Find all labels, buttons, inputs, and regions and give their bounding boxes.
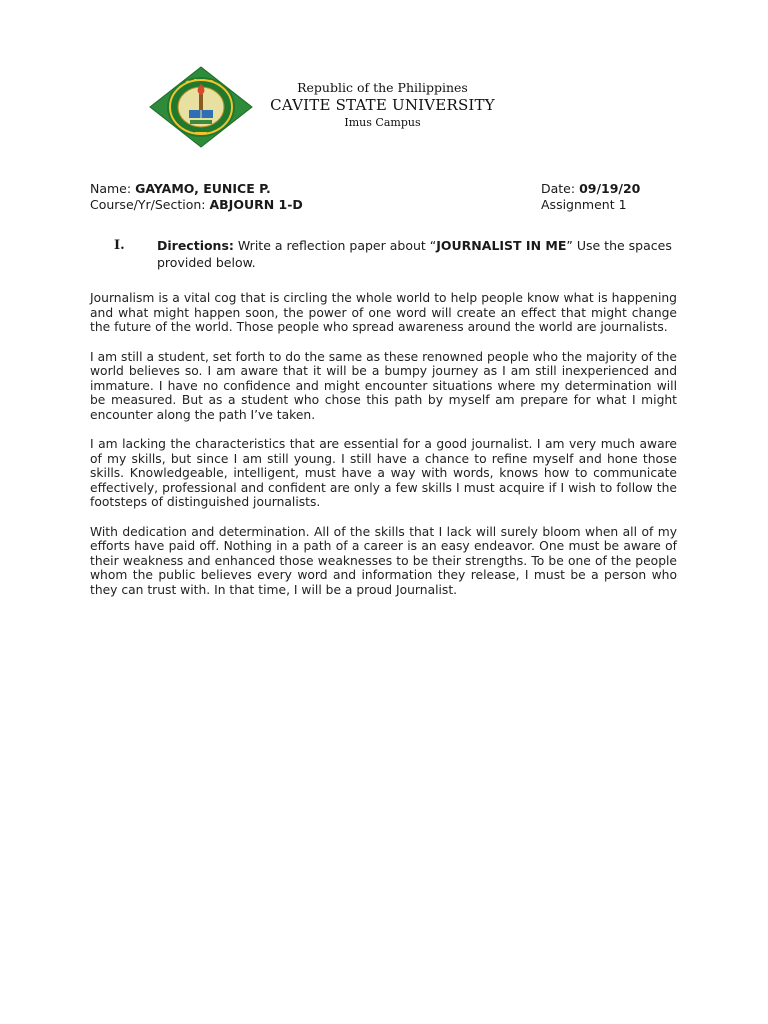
- student-info-left: [90, 181, 303, 213]
- letterhead-republic: Republic of the Philippines: [297, 80, 468, 95]
- paragraph: Journalism is a vital cog that is circling the whole world to help people know what is happening and what might happen soon, the power of one word will create an effect that might change the future of the world. Those people who spread awareness around the world are journalists.: [90, 291, 677, 334]
- letterhead-campus: Imus Campus: [344, 116, 421, 129]
- name-label: Name:: [90, 181, 136, 196]
- paragraph: I am lacking the characteristics that are essential for a good journalist. I am very much aware of my skills, but since I am still young. I still have a chance to refine myself and hone those skills. Knowledgeable, intelligent, must have a way with words, knows how to communicate effectively, professional and confident are only a few skills I must acquire if I wish to follow the footsteps of distinguished journalists.: [90, 437, 677, 509]
- reflection-body: [90, 291, 677, 612]
- name-value: GAYAMO, EUNICE P.: [135, 181, 271, 196]
- course-value: ABJOURN 1-D: [209, 197, 303, 212]
- date-line: [541, 181, 640, 197]
- course-label: Course/Yr/Section:: [90, 197, 210, 212]
- letterhead: [230, 80, 535, 131]
- paragraph: With dedication and determination. All of the skills that I lack will surely bloom when all of my efforts have paid off. Nothing in a path of a career is an easy endeavor. One must be aware of their weakness and enhanced those weaknesses to be their strengths. To be one of the people whom the public believes every word and information they release, I must be a person who they can trust with. In that time, I will be a proud Journalist.: [90, 524, 677, 597]
- name-line: [90, 181, 303, 197]
- directions-text-before: Write a reflection paper about “: [233, 238, 437, 253]
- student-info-right: [541, 181, 640, 213]
- directions-number: I.: [114, 238, 125, 253]
- directions-text-after: ” Use the spaces provided below.: [157, 238, 672, 270]
- date-label: Date:: [541, 181, 580, 196]
- date-value: 09/19/20: [579, 181, 641, 196]
- assignment-label: Assignment 1: [541, 197, 627, 212]
- directions-text: [157, 237, 677, 271]
- letterhead-university: CAVITE STATE UNIVERSITY: [270, 96, 495, 114]
- directions-label: Directions:: [157, 238, 234, 253]
- paragraph: I am still a student, set forth to do the same as these renowned people who the majority of the world believes so. I am aware that it will be a bumpy journey as I am still inexperienced and immature. I have no confidence and might encounter situations where my determination will be measured. But as a student who chose this path by myself am prepare for what I might encounter along the path I’ve taken.: [90, 349, 677, 422]
- course-line: [90, 197, 303, 213]
- directions-topic: JOURNALIST IN ME: [436, 238, 567, 253]
